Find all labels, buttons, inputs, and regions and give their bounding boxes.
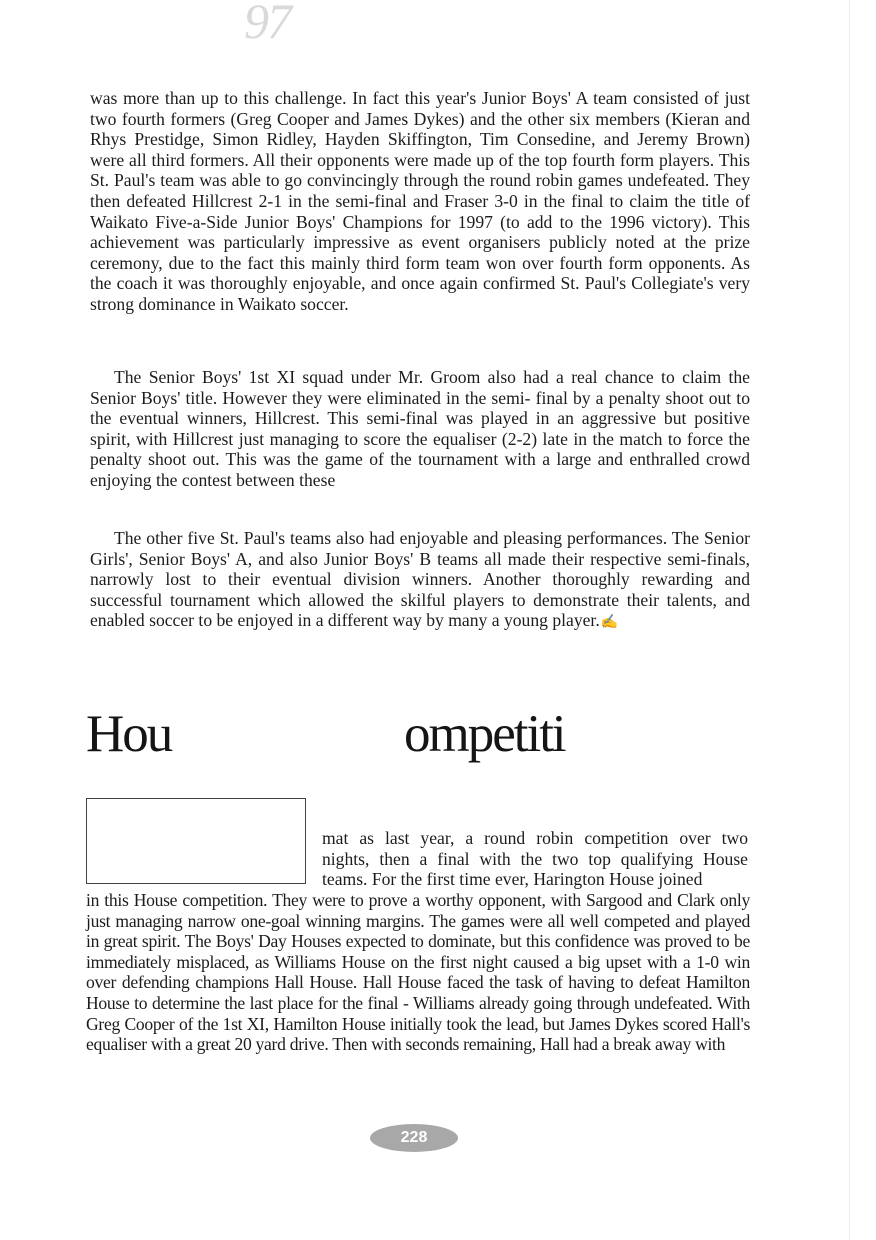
wrapped-intro [322, 828, 748, 890]
paragraph-other-teams-text: The other five St. Paul's teams also had enjoyable and pleasing performances. The Senior Girls', Senior Boys' A, and also Junior Boys' B teams all made their respective semi-finals, narrowly lost to their eventual division winners. Another thoroughly rewarding and successful tournament which allowed the skilful players to demonstrate their talents, and enabled soccer to be enjoyed in a different way by many a young player. [90, 528, 750, 631]
section-heading-left: Hou [86, 705, 172, 763]
paragraph-junior-boys: was more than up to this challenge. In fact this year's Junior Boys' A team consisted of just two fourth formers (Greg Cooper and James Dykes) and the other six members (Kieran and Rhys Prestidge, Simon Ridley, Hayden Skiffington, Tim Consedine, and Jeremy Brown) were all third formers. All their opponents were made up of the top fourth form players. This St. Paul's team was able to go convincingly through the round robin games undefeated. They then defeated Hillcrest 2-1 in the semi-final and Fraser 3-0 in the final to claim the title of Waikato Five-a-Side Junior Boys' Champions for 1997 (to add to the 1996 victory). This achievement was particularly impressive as event organisers publicly noted at the prize ceremony, due to the fact this mainly third form team won over fourth form opponents. As the coach it was thoroughly enjoyable, and once again confirmed St. Paul's Collegiate's very strong dominance in Waikato soccer. [90, 88, 750, 314]
paragraph-other-teams [90, 528, 750, 634]
year-watermark: 97 [244, 0, 290, 49]
paragraph-senior-boys: The Senior Boys' 1st XI squad under Mr. Groom also had a real chance to claim the Senior Boys' title. However they were eliminated in the semi- final by a penalty shoot out to the eventual winners, Hillcrest. This semi-final was played in an aggressive but positive spirit, with Hillcrest just managing to score the equaliser (2-2) late in the match to force the penalty shoot out. This was the game of the tournament with a large and enthralled crowd enjoying the contest between these [90, 367, 750, 490]
wrapped-line-1: mat as last year, a round robin competition over two [322, 828, 748, 848]
page-number: 228 [400, 1129, 428, 1146]
pen-icon: ✍ [600, 615, 619, 631]
page-number-badge [370, 1124, 458, 1152]
page-edge-line [849, 0, 850, 1240]
photo-placeholder [86, 798, 306, 884]
section-heading-right: ompetiti [404, 705, 565, 763]
wrapped-line-3: teams. For the first time ever, Harington House joined [322, 869, 703, 890]
wrapped-line-2: nights, then a final with the two top qualifying House [322, 848, 748, 869]
paragraph-house-competition: in this House competition. They were to prove a worthy opponent, with Sargood and Clark only just managing narrow one-goal winning margins. The games were all well competed and played in great spirit. The Boys' Day Houses expected to dominate, but this confidence was proved to be immediately misplaced, as Williams House on the first night caused a big upset with a 1-0 win over defending champions Hall House. Hall House faced the task of having to defeat Hamilton House to determine the last place for the final - Williams already going through undefeated. With Greg Cooper of the 1st XI, Hamilton House initially took the lead, but James Dykes scored Hall's equaliser with a great 20 yard drive. Then with seconds remaining, Hall had a break away with [86, 890, 750, 1055]
